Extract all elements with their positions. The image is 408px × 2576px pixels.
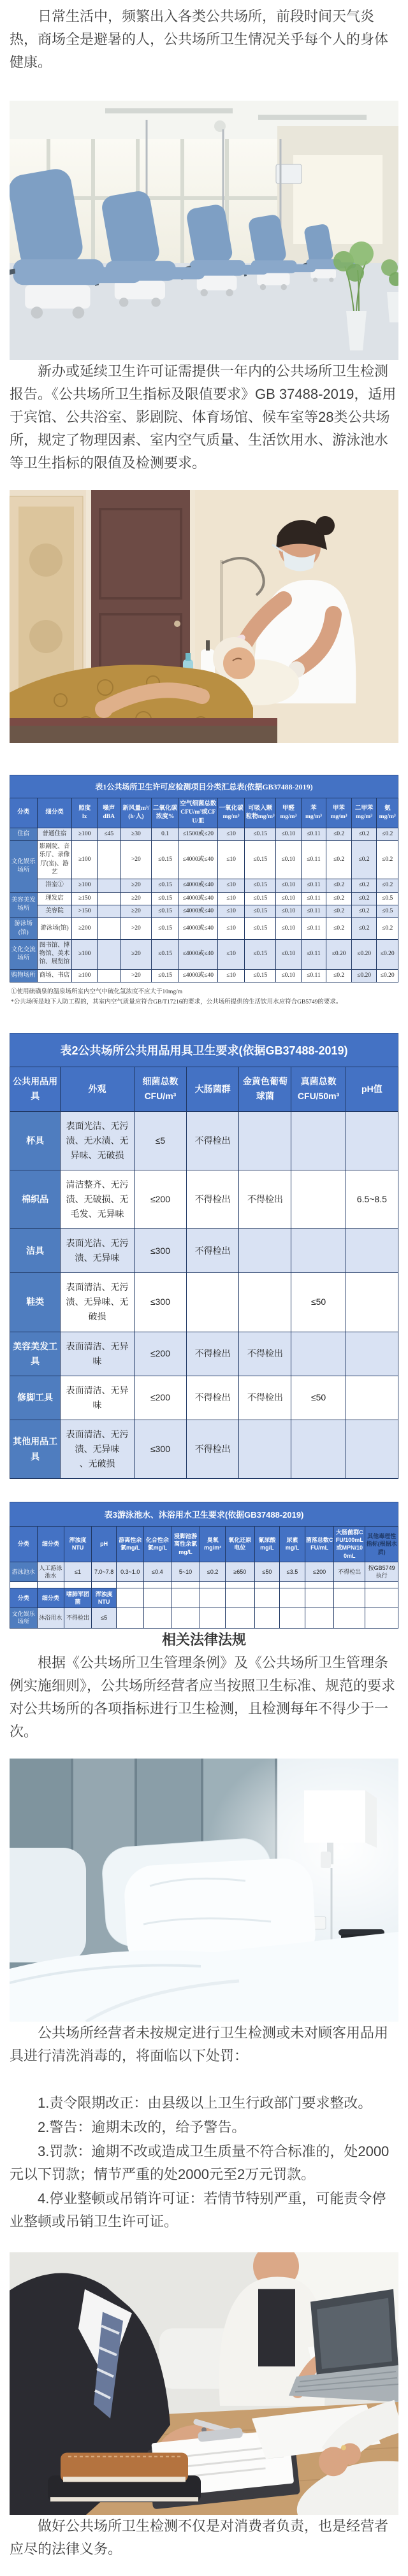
notebooks [48, 2452, 201, 2502]
table3-pool-bath-water [10, 1502, 398, 1628]
penalty-item-3: 3.罚款：逾期不改或造成卫生质量不符合标准的，处2000元以下罚款；情节严重的处2000元至2万元罚款。 [10, 2143, 390, 2182]
spa-illustration [10, 490, 398, 743]
meeting-illustration [10, 2252, 398, 2515]
table1-title: 表1公共场所卫生许可应检测项目分类汇总表(依据GB37488-2019) [10, 775, 398, 798]
section-heading: 相关法律法规 [161, 1631, 246, 1648]
penalty-intro-paragraph: 公共场所经营者未按规定进行卫生检测或未对顾客用品用具进行清洗消毒的，将面临以下处罚： [10, 2024, 389, 2064]
spa-photo [10, 490, 398, 743]
meeting-photo [10, 2252, 398, 2515]
table1-grid: 分类 细分类 照度 lx 噪声 dBA 新风量m³/(h·人) 二氧化碳浓度% 空气细菌总数CFU/m³或CFU/皿 一氧化碳mg/m³ 可吸入颗粒物mg/m³ 甲醛 mg/m³ 苯 mg/m³ 甲苯 mg/m³ 二甲苯 mg/m³ 氨 mg/m³ 住宿 普通住宿 ≥100 ≤45 ≥30 0.1 ≤1500或≤20 ≤10 ≤0.15 ≤0.10 ≤0.11 ≤0.2 ≤0.2 ≤0.2 文化娱乐场所 影剧院、音乐厅、录像厅(室)、游艺 ≥100 >20 ≤0.15 ≤4000或≤40 ≤10 ≤0.15 ≤0.10 ≤0.11 ≤0.2 ≤0.2 ≤0.2 浴室① ≥100 ≥20 ≤0.15 ≤4000或≤40 ≤10 ≤0.15 ≤0.10 ≤0.11 ≤0.2 ≤0.2 ≤0.2 美容美发场所 理发店 ≥150 ≥20 ≤0.15 ≤4000或≤40 ≤10 ≤0.15 ≤0.10 ≤0.11 ≤0.2 ≤0.2 ≤0.5 美容院 >150 ≥20 ≤0.15 ≤4000或≤40 ≤10 ≤0.15 ≤0.10 ≤0.11 ≤0.2 ≤0.2 ≤0.5 游泳场(馆) 游泳场(馆) ≥200 >20 ≤0.15 ≤4000或≤40 ≤10 ≤0.15 ≤0.10 ≤0.11 ≤0.2 ≤0.2 ≤0.2 文化交流场所 图书馆、博物馆、美术馆、展览馆 ≥100 ≥20 ≤0.15 ≤4000或≤40 ≤10 ≤0.15 ≤0.10 ≤0.11 ≤0.20 ≤0.20 ≤0.20 购物场所 商场、书店 ≥100 >20 ≤0.15 ≤4000或≤40 ≤10 ≤0.15 ≤0.10 ≤0.11 ≤0.2 ≤0.20 ≤0.20 [10, 798, 398, 982]
penalty-item-2: 2.警告：逾期未改的，给予警告。 [38, 2119, 246, 2135]
closing-paragraph: 做好公共场所卫生检测不仅是对消费者负责，也是经营者应尽的法律义务。 [10, 2517, 389, 2557]
table2-grid: 公共用品用具 外观 细菌总数 CFU/m³ 大肠菌群 金黄色葡萄球菌 真菌总数 CFU/50m³ pH值 杯具 表面光洁、无污渍、无水渍、无异味、无破损 ≤5 不得检出 棉织品 清洁整齐、无污渍、无破损、无毛发、无异味 ≤200 不得检出 不得检出 6.5~8.5 洁具 表面光洁、无污渍、无异味 ≤300 不得检出 鞋类 表面清洁、无污渍、无异味、无破损 ≤300 ≤50 美容美发工具 表面清洁、无异味 ≤200 不得检出 不得检出 修脚工具 表面清洁、无异味 ≤200 不得检出 不得检出 ≤50 其他用品工具 表面清洁、无污渍、无异味 、无破损 ≤300 不得检出 [10, 1067, 398, 1479]
table1-permit-test-items [10, 775, 398, 1007]
table3-grid: 分类 细分类 浑浊度 NTU pH 游离性余氯mg/L 化合性余氯mg/L 浸脚池游离性余氯mg/L 臭氧 mg/m³ 氧化还原电位 氰尿酸 mg/L 尿素 mg/L 菌落总数CFU/mL 大肠菌群CFU/100mL或MPN/100mL 其他毒理性指标(根据水质) 游泳池水 人工游泳池水 ≤1 7.0~7.8 0.3~1.0 ≤0.4 5~10 ≤0.2 ≥650 ≤50 ≤3.5 ≤200 不得检出 按GB5749执行 分类 细分类 嗜肺军团菌 浑浊度 NTU 文化娱乐场所 沐浴用水 不得检出 ≤5 [10, 1526, 398, 1628]
table1-footnotes [10, 982, 398, 1007]
regulation-paragraph: 根据《公共场所卫生管理条例》及《公共场所卫生管理条例实施细则》，公共场所经营者应当按照卫生标准、规范的要求对公共场所的各项指标进行卫生检测，且检测每年不得少于一次。 [10, 1654, 396, 1739]
table3-title: 表3游泳池水、沐浴用水卫生要求(依据GB37488-2019) [10, 1502, 398, 1526]
table2-public-items-hygiene [10, 1033, 398, 1479]
report-paragraph: 新办或延续卫生许可证需提供一年内的公共场所卫生检测报告。《公共场所卫生指标及限值要求》GB 37488-2019，适用于宾馆、公共浴室、影剧院、体育场馆、候车室等28类公共场所，规定了物理因素、室内空气质量、生活饮用水、游泳池水等卫生指标的限值及检测要求。 [10, 363, 397, 471]
hotel-bed-photo [10, 1759, 398, 2022]
penalty-item-4: 4.停业整顿或吊销许可证：若情节特别严重，可能责令停业整顿或吊销卫生许可证。 [10, 2190, 386, 2229]
hotel-bed-illustration [10, 1759, 398, 2022]
table1-footnote-1: ①使用硫磺泉的温泉场所室内空气中硫化氢浓度不应大于10mg/m [11, 989, 183, 996]
table2-title: 表2公共场所公共用品用具卫生要求(依据GB37488-2019) [10, 1033, 398, 1067]
intro-paragraph: 日常生活中，频繁出入各类公共场所，前段时间天气炎热，商场全是避暑的人，公共场所卫生情况关乎每个人的身体健康。 [10, 8, 389, 70]
table1-footnote-2: *公共场所是地下人防工程的，其室内空气质量应符合GB/T17216的要求，公共场所提供的生活饮用水应符合GB5749的要求。 [11, 999, 342, 1006]
clinic-photo [10, 101, 398, 360]
penalty-item-1: 1.责令限期改正：由县级以上卫生行政部门要求整改。 [38, 2094, 372, 2111]
penalty-list [10, 2092, 398, 2233]
clinic-illustration [10, 101, 398, 360]
